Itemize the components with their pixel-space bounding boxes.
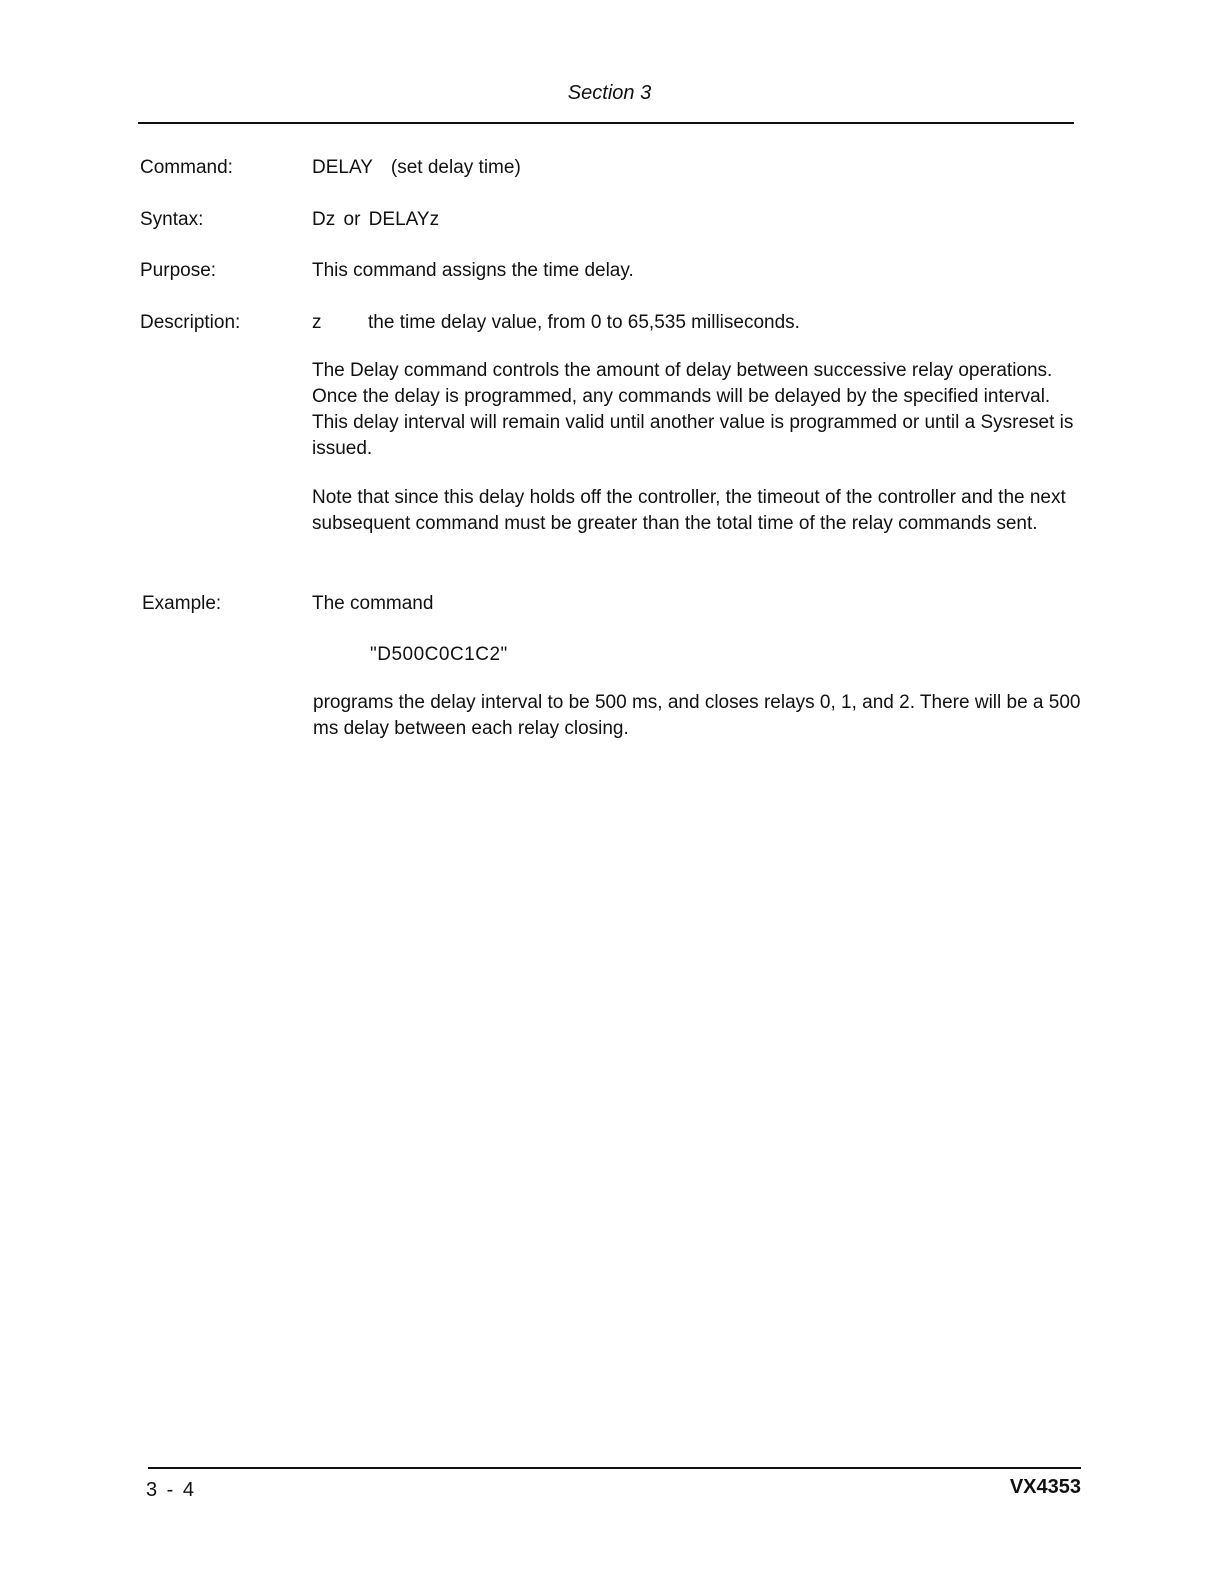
command-name: DELAY xyxy=(312,157,373,178)
example-explanation: programs the delay interval to be 500 ms, and closes relays 0, 1, and 2. There will be a 500 ms delay between each relay closing. xyxy=(313,692,1081,739)
command-label: Command: xyxy=(140,157,233,178)
syntax-label: Syntax: xyxy=(140,209,204,230)
header-rule xyxy=(138,122,1074,124)
command-value xyxy=(312,155,521,181)
param-description: the time delay value, from 0 to 65,535 milliseconds. xyxy=(368,312,800,333)
command-note: (set delay time) xyxy=(390,157,521,178)
description-paragraph-2: Note that since this delay holds off the controller, the timeout of the controller and the next subsequent command must be greater than the total time of the relay commands sent. xyxy=(312,487,1066,534)
example-label: Example: xyxy=(142,593,222,614)
syntax-value: Dz or DELAYz xyxy=(312,209,440,230)
purpose-text: This command assigns the time delay. xyxy=(312,260,634,281)
example-intro: The command xyxy=(312,593,434,614)
description-label: Description: xyxy=(140,312,241,333)
param-key: z xyxy=(312,312,322,333)
example-code: "D500C0C1C2" xyxy=(370,644,508,665)
page-header: Section 3 xyxy=(567,82,652,104)
page-number: 3 - 4 xyxy=(146,1479,197,1501)
description-paragraph-1: The Delay command controls the amount of delay between successive relay operations. Once the delay is programmed, any commands will be delayed by the specified interval. This delay interval will remain valid until another value is programmed or until a Sysreset is issued. xyxy=(312,360,1074,459)
footer-rule xyxy=(148,1467,1081,1469)
purpose-label: Purpose: xyxy=(140,260,217,281)
product-name: VX4353 xyxy=(1009,1476,1081,1498)
